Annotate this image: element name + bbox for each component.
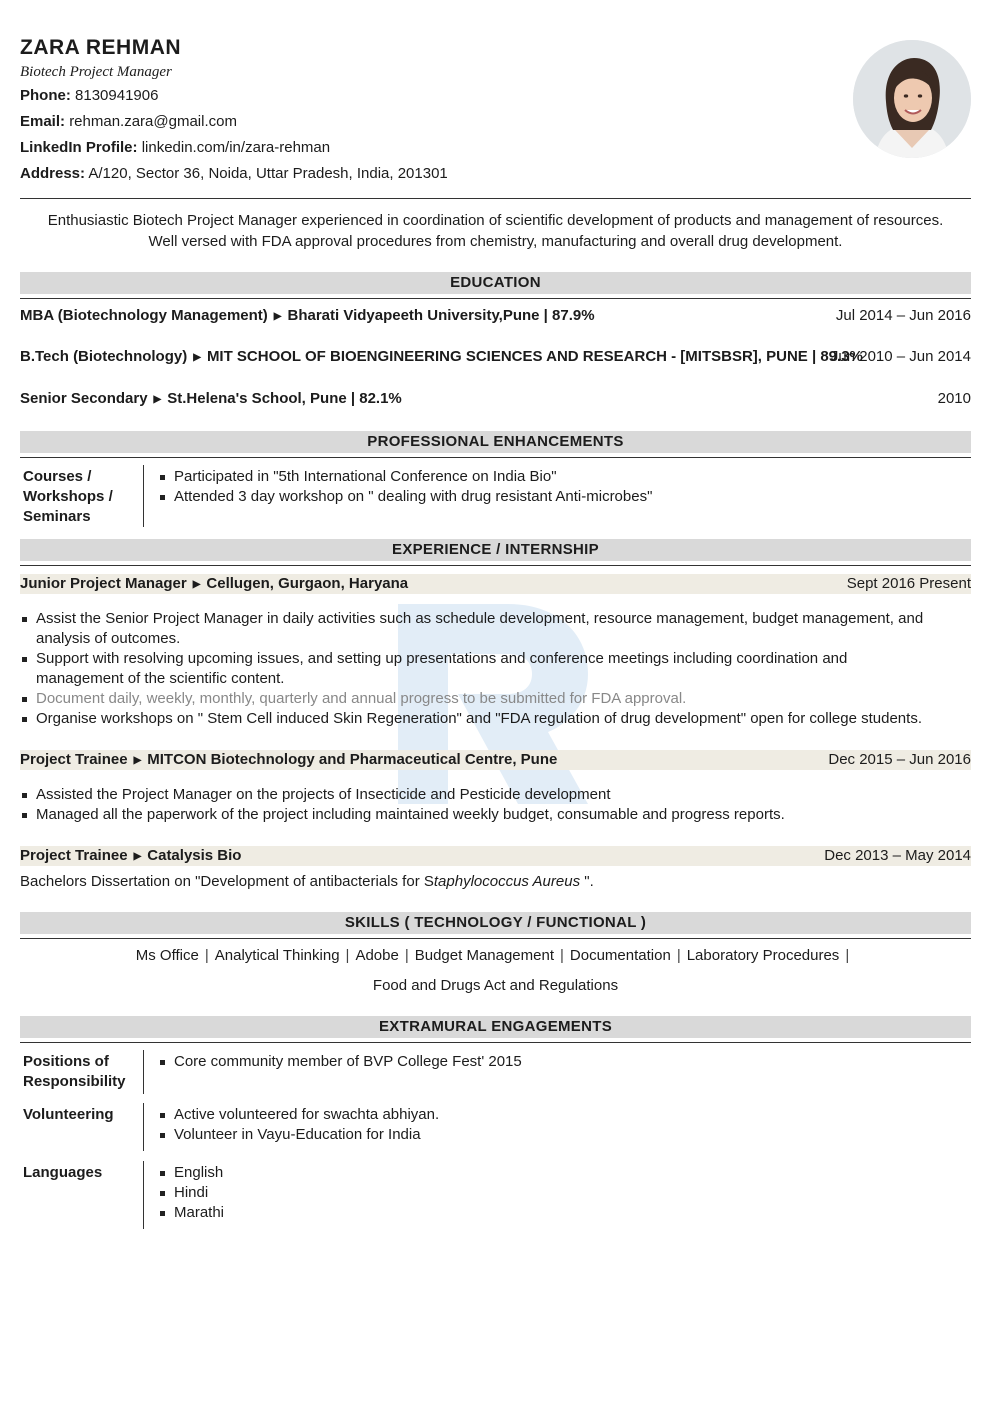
job-header — [20, 846, 971, 866]
experience-rule — [20, 565, 971, 566]
enhancements-heading: PROFESSIONAL ENHANCEMENTS — [20, 431, 971, 453]
education-dates: 2010 — [937, 390, 971, 407]
list-item: English — [158, 1163, 968, 1183]
list-item: Volunteer in Vayu-Education for India — [158, 1125, 968, 1145]
job-dates: Dec 2013 – May 2014 — [824, 847, 971, 864]
skills-rule — [20, 938, 971, 939]
degree: B.Tech (Biotechnology) — [20, 348, 188, 365]
linkedin-value[interactable]: linkedin.com/in/zara-rehman — [141, 139, 331, 156]
job-org: MITCON Biotechnology and Pharmaceutical Centre, Pune — [147, 751, 558, 768]
skills-heading: SKILLS ( TECHNOLOGY / FUNCTIONAL ) — [20, 912, 971, 934]
job-header — [20, 574, 971, 594]
skill-item: Documentation — [569, 947, 671, 964]
job-role: Junior Project Manager — [20, 575, 187, 592]
skill-item: Ms Office — [135, 947, 199, 964]
skills-line — [20, 977, 971, 994]
list-item: Marathi — [158, 1203, 968, 1223]
linkedin-line — [20, 139, 330, 156]
skill-item: Laboratory Procedures — [686, 947, 840, 964]
triangle-right-icon: ▶ — [192, 579, 201, 590]
extramural-heading: EXTRAMURAL ENGAGEMENTS — [20, 1016, 971, 1038]
email-value[interactable]: rehman.zara@gmail.com — [69, 113, 237, 130]
enhancements-label: Courses / Workshops / Seminars — [23, 468, 113, 525]
label-divider — [143, 465, 144, 527]
extramural-list — [158, 1052, 968, 1072]
candidate-name: ZARA REHMAN — [20, 36, 182, 59]
skill-item: Budget Management — [414, 947, 554, 964]
job-bullets — [20, 785, 971, 825]
degree: MBA (Biotechnology Management) — [20, 307, 268, 324]
address-line — [20, 165, 448, 182]
extramural-list — [158, 1105, 968, 1145]
phone-value: 8130941906 — [75, 87, 159, 104]
skills-line: Ms Office | Analytical Thinking | Adobe | Budget Management | Documentation | Laboratory Procedures | — [135, 947, 850, 964]
profile-photo — [853, 40, 971, 158]
phone-line — [20, 87, 158, 104]
header-divider — [20, 198, 971, 199]
extramural-rule — [20, 1042, 971, 1043]
job-role: Project Trainee — [20, 847, 128, 864]
job-org: Catalysis Bio — [147, 847, 242, 864]
list-item: Core community member of BVP College Fest' 2015 — [158, 1052, 968, 1072]
job-bullets — [20, 609, 971, 729]
email-line — [20, 113, 237, 130]
education-dates: Jul 2014 – Jun 2016 — [835, 307, 971, 324]
list-item: Participated in "5th International Conference on India Bio" — [158, 467, 968, 487]
school: Bharati Vidyapeeth University,Pune | 87.9% — [287, 307, 595, 324]
list-item: Managed all the paperwork of the project including maintained weekly budget, consumable and progress reports. — [20, 805, 971, 825]
education-heading: EDUCATION — [20, 272, 971, 294]
extramural-label: Languages — [23, 1164, 103, 1181]
list-item: Document daily, weekly, monthly, quarterly and annual progress to be submitted for FDA approval. — [20, 689, 971, 709]
job-header — [20, 750, 971, 770]
triangle-right-icon: ▶ — [133, 851, 142, 862]
experience-heading: EXPERIENCE / INTERNSHIP — [20, 539, 971, 561]
email-label: Email: — [20, 113, 66, 130]
address-value: A/120, Sector 36, Noida, Uttar Pradesh, India, 201301 — [88, 165, 448, 182]
linkedin-label: LinkedIn Profile: — [20, 139, 138, 156]
skill-item: Food and Drugs Act and Regulations — [372, 977, 619, 994]
school: St.Helena's School, Pune | 82.1% — [167, 390, 402, 407]
list-item: Active volunteered for swachta abhiyan. — [158, 1105, 968, 1125]
summary-line-2: Well versed with FDA approval procedures from chemistry, manufacturing and overall drug development. — [148, 233, 843, 250]
job-role: Project Trainee — [20, 751, 128, 768]
list-item: Attended 3 day workshop on " dealing with drug resistant Anti-microbes" — [158, 487, 968, 507]
skill-item: Adobe — [355, 947, 399, 964]
label-divider — [143, 1103, 144, 1151]
enhancements-rule — [20, 457, 971, 458]
job-description: Bachelors Dissertation on "Development of antibacterials for Staphylococcus Aureus ". — [20, 873, 594, 890]
phone-label: Phone: — [20, 87, 71, 104]
triangle-right-icon: ▶ — [153, 394, 162, 405]
list-item: Assist the Senior Project Manager in daily activities such as schedule development, resource management, budget management, and analysis of outcomes. — [20, 609, 971, 649]
extramural-list — [158, 1163, 968, 1223]
triangle-right-icon: ▶ — [273, 311, 282, 322]
school: MIT SCHOOL OF BIOENGINEERING SCIENCES AND RESEARCH - [MITSBSR], PUNE | 89.3% — [206, 348, 863, 365]
summary — [20, 210, 971, 252]
degree: Senior Secondary — [20, 390, 148, 407]
job-dates: Dec 2015 – Jun 2016 — [828, 751, 971, 768]
triangle-right-icon: ▶ — [193, 352, 201, 363]
list-item: Assisted the Project Manager on the projects of Insecticide and Pesticide development — [20, 785, 971, 805]
label-divider — [143, 1161, 144, 1229]
extramural-label: Volunteering — [23, 1106, 114, 1123]
summary-line-1: Enthusiastic Biotech Project Manager experienced in coordination of scientific development of products and management of resources. — [47, 212, 944, 229]
job-org: Cellugen, Gurgaon, Haryana — [206, 575, 409, 592]
list-item: Hindi — [158, 1183, 968, 1203]
education-rule — [20, 298, 971, 299]
enhancements-list — [158, 467, 968, 507]
list-item: Support with resolving upcoming issues, and setting up presentations and conference meetings including coordination and management of the scientific content. — [20, 649, 971, 689]
candidate-title: Biotech Project Manager — [20, 64, 172, 80]
extramural-label: Positions of Responsibility — [23, 1053, 126, 1090]
address-label: Address: — [20, 165, 86, 182]
label-divider — [143, 1050, 144, 1094]
job-dates: Sept 2016 Present — [846, 575, 971, 592]
education-dates: Jun 2010 – Jun 2014 — [830, 348, 971, 365]
triangle-right-icon: ▶ — [133, 755, 142, 766]
list-item: Organise workshops on " Stem Cell induced Skin Regeneration" and "FDA regulation of drug development" open for college students. — [20, 709, 971, 729]
skill-item: Analytical Thinking — [214, 947, 340, 964]
